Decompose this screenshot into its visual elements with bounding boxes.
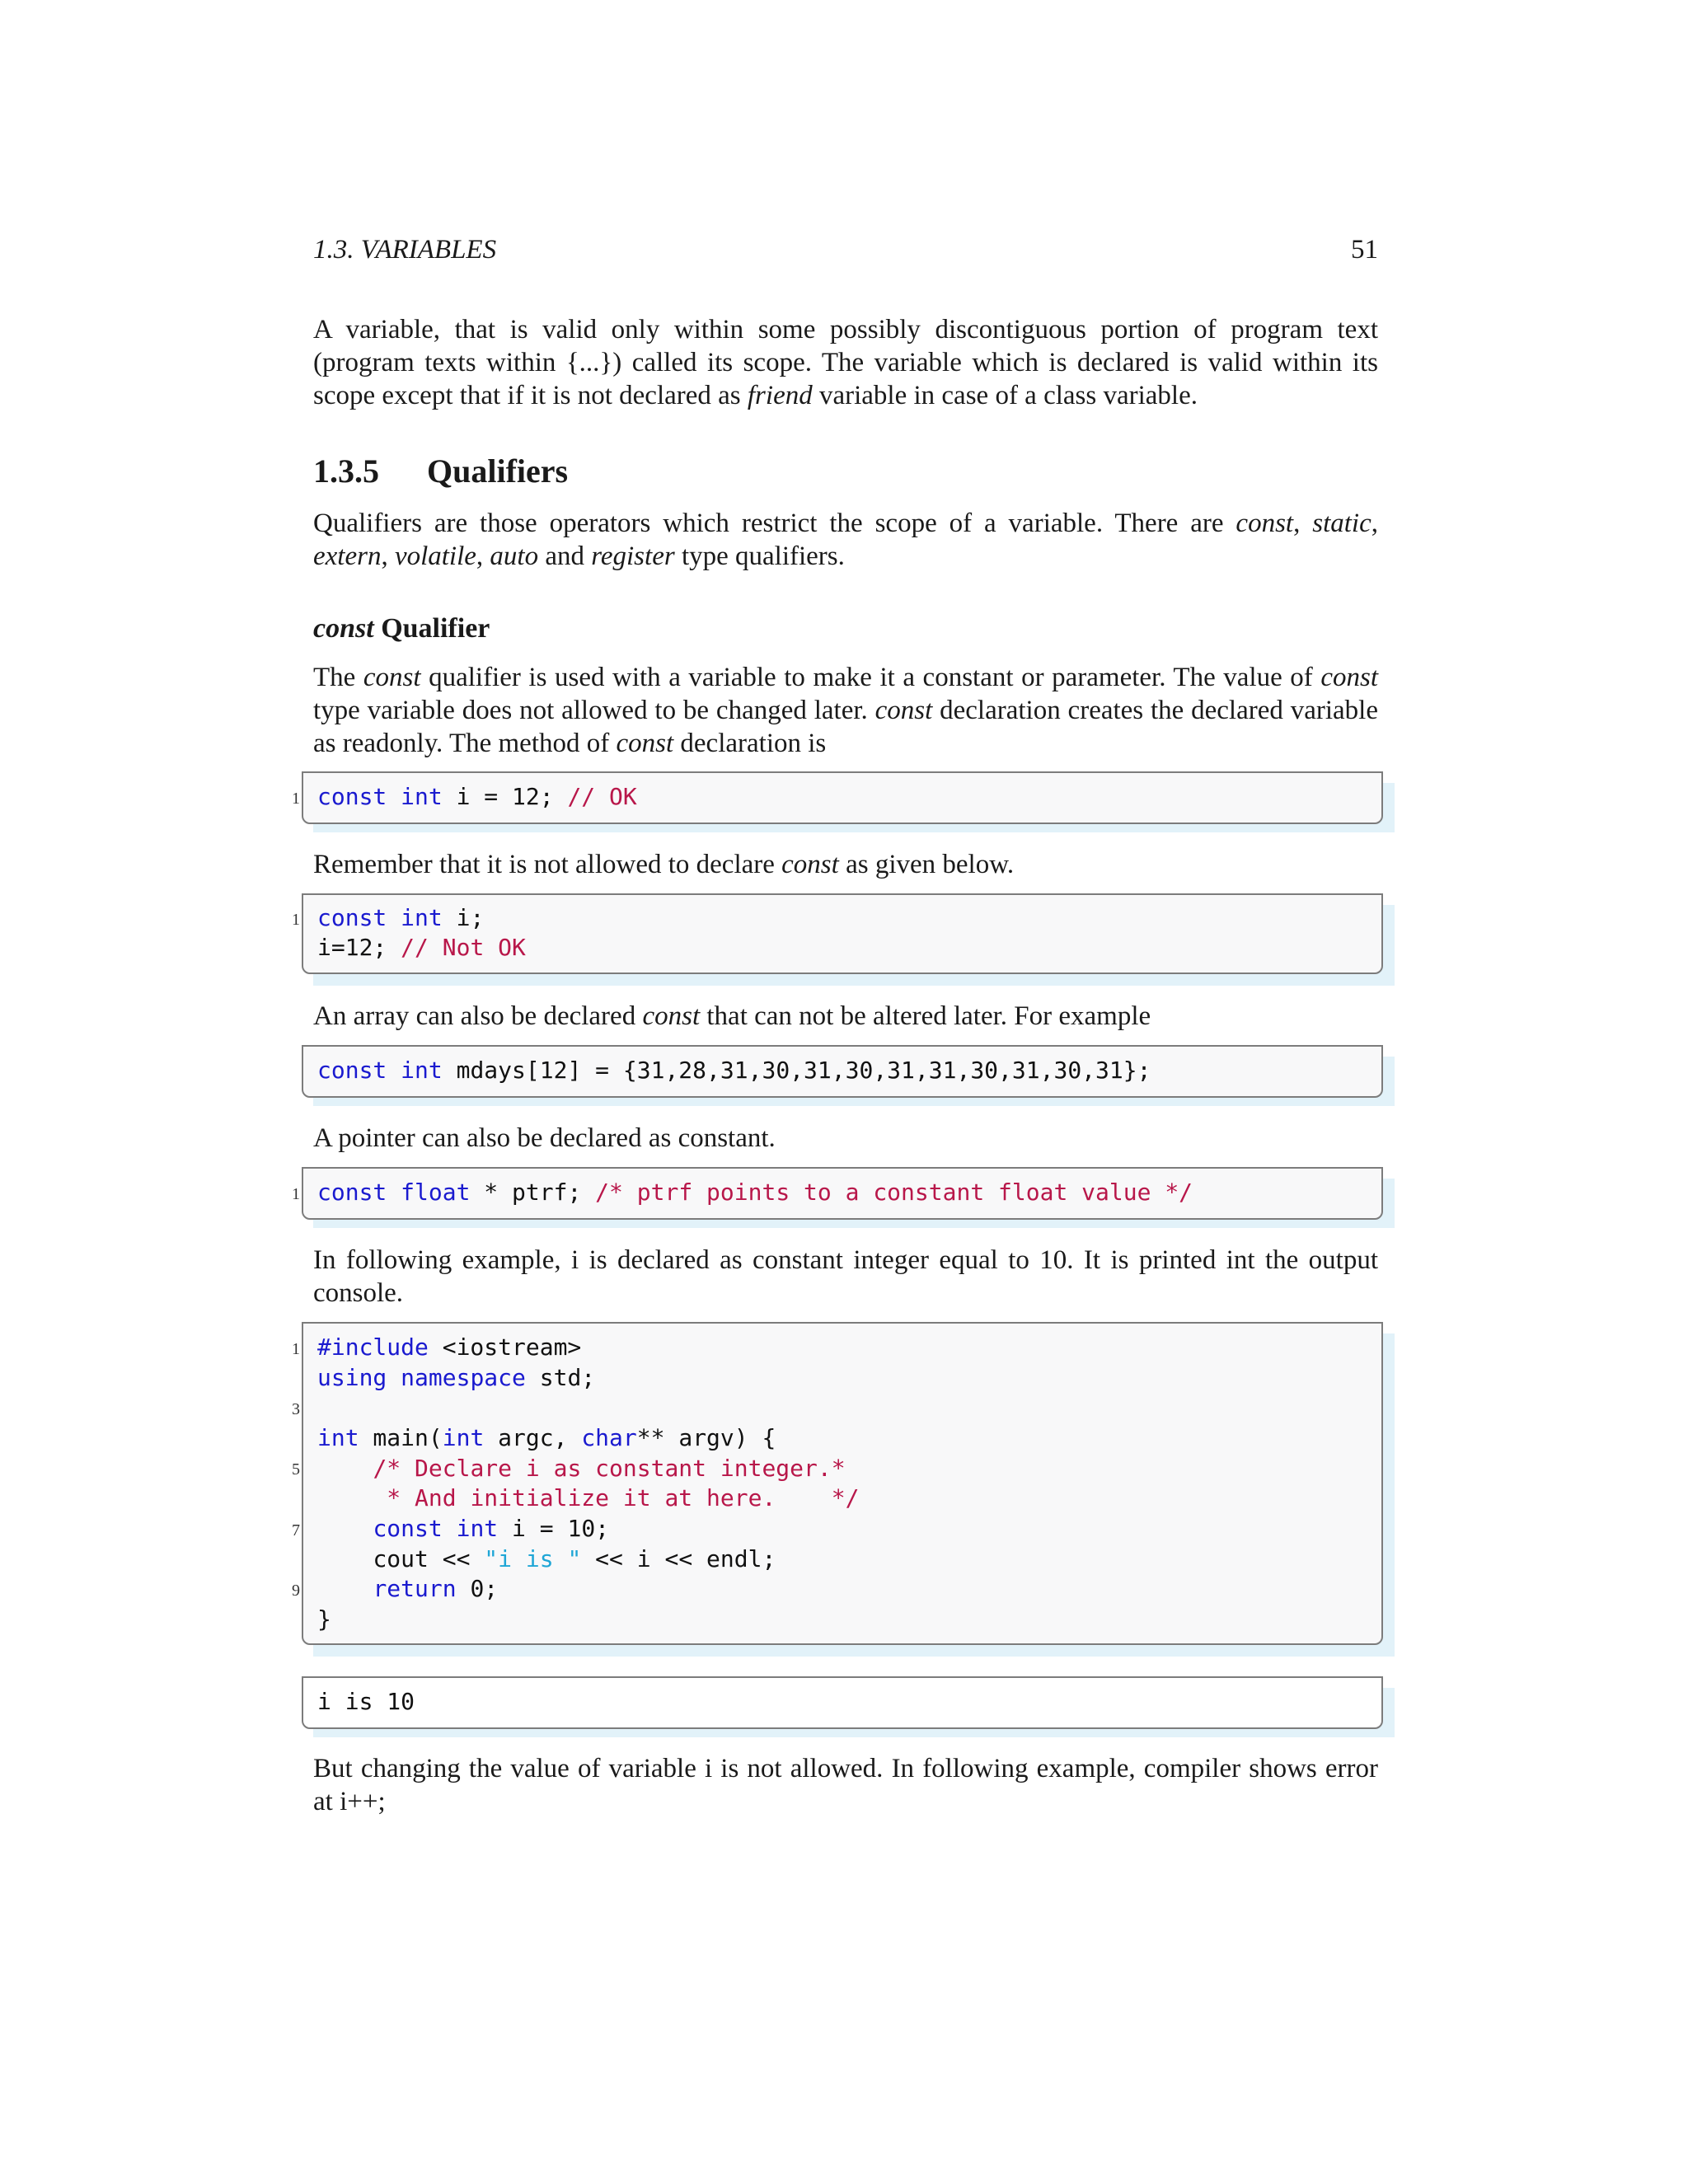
const-paragraph: The const qualifier is used with a variable to make it a constant or parameter. The value of const type variable does not allowed to be changed later. const declaration creates the declared variable as readonly. The method of const declaration is (313, 663, 1378, 758)
code-line: const int i; (317, 904, 485, 931)
line-number: 7 (292, 1521, 300, 1540)
running-head: 1.3. VARIABLES (313, 235, 497, 265)
output-block (302, 1676, 1383, 1729)
code-line: using namespace std; (317, 1364, 596, 1391)
section-title: Qualifiers (427, 452, 569, 490)
remember-paragraph: Remember that it is not allowed to declare const as given below. (313, 850, 1015, 879)
line-number: 1 (292, 790, 300, 808)
scope-paragraph: A variable, that is valid only within some possibly discontiguous portion of program text (program texts within {...}) called its scope. The variable which is declared is valid within its scope except that if it is not declared as friend variable in case of a class variable. (313, 315, 1378, 410)
code-line: } (317, 1605, 331, 1633)
code-line: /* Declare i as constant integer.* (373, 1455, 846, 1482)
array-paragraph: An array can also be declared const that can not be altered later. For example (313, 1001, 1151, 1031)
line-number: 1 (292, 911, 300, 929)
qualifiers-paragraph: Qualifiers are those operators which restrict the scope of a variable. There are const, static, extern, volatile, auto and register type qualifiers. (313, 509, 1378, 571)
code-line: * And initialize it at here. */ (373, 1484, 860, 1511)
code-line: const int i = 10; (373, 1515, 610, 1542)
code-line: return 0; (373, 1575, 499, 1602)
section-number: 1.3.5 (313, 452, 379, 490)
line-number: 1 (292, 1340, 300, 1358)
code-line: cout << "i is " << i << endl; (373, 1545, 776, 1572)
line-number: 5 (292, 1460, 300, 1479)
page-number: 51 (1351, 235, 1378, 265)
section-heading (313, 452, 568, 490)
subsection-heading: const Qualifier (313, 613, 490, 644)
line-number: 1 (292, 1185, 300, 1203)
line-number: 9 (292, 1582, 300, 1600)
code-line: const float * ptrf; /* ptrf points to a constant float value */ (317, 1179, 1193, 1206)
line-number: 3 (292, 1400, 300, 1418)
code-line: i=12; // Not OK (317, 934, 526, 961)
output-line: i is 10 (317, 1688, 415, 1715)
changing-paragraph: But changing the value of variable i is not allowed. In following example, compiler shows error at i++; (313, 1754, 1378, 1816)
code-line: const int i = 12; // OK (317, 783, 637, 810)
code-line: int main(int argc, char** argv) { (317, 1424, 776, 1451)
pointer-paragraph: A pointer can also be declared as constant. (313, 1123, 776, 1153)
example-paragraph: In following example, i is declared as constant integer equal to 10. It is printed int the output console. (313, 1245, 1378, 1308)
code-line: #include <iostream> (317, 1333, 582, 1361)
code-line: const int mdays[12] = {31,28,31,30,31,30,31,31,30,31,30,31}; (317, 1057, 1151, 1084)
